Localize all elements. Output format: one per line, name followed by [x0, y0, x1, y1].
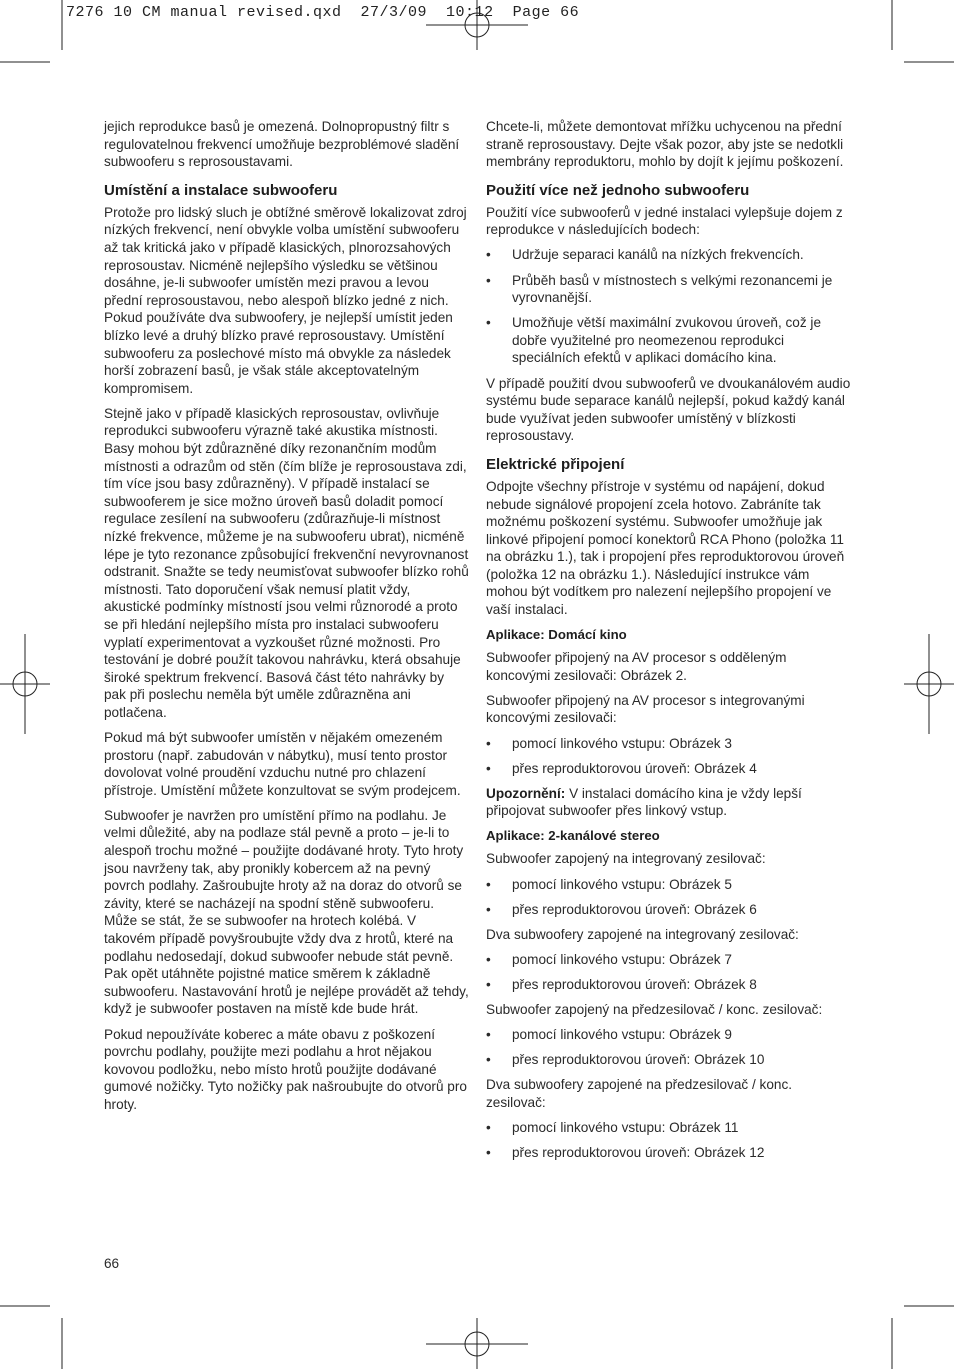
- list-item: • pomocí linkového vstupu: Obrázek 3: [486, 735, 851, 753]
- paragraph: Chcete-li, můžete demontovat mřížku uchycenou na přední straně reprosoustavy. Dejte však pozor, aby jste se nedotkli membrány reproduktoru, mohlo by dojít k jejímu poškození.: [486, 119, 844, 170]
- note-paragraph: [486, 785, 851, 820]
- list-item: • Umožňuje větší maximální zvukovou úroveň, což je dobře využitelné pro neomezenou reprodukci speciálních efektů v aplikaci domácího kina.: [486, 314, 851, 367]
- section-heading: Elektrické připojení: [486, 455, 625, 473]
- paragraph: jejich reprodukce basů je omezená. Dolnopropustný filtr s regulovatelnou frekvencí umožňuje bezproblémové sladění subwooferu s reprosoustavami.: [104, 119, 460, 170]
- bullet-list: [486, 876, 851, 919]
- paragraph: Subwoofer je navržen pro umístění přímo na podlahu. Je velmi důležité, aby na podlaze stál pevně a proto – je-li to alespoň trochu možné – použijte dodávané hroty. Tyto hroty jsou navrženy tak, aby pronikly kobercem až na pevný povrch podlahy. Zašroubujte hroty až na doraz do otvorů se závity, které se nacházejí na spodní stěně subwooferu. Může se stát, že se subwoofer na hrotech kolébá. V takovém případě povyšroubujte vždy dva z hrotů, které na podlahu nedosedají, dokud subwoofer nebude stát pevně. Pak opět utáhněte pojistné matice směrem k základně subwooferu. Nastavování hrotů je nejlépe provádět až tehdy, když je subwoofer postaven na místě kde bude hrát.: [104, 807, 469, 1017]
- list-item: • Udržuje separaci kanálů na nízkých frekvencích.: [486, 246, 851, 264]
- list-item: • přes reproduktorovou úroveň: Obrázek 12: [486, 1144, 851, 1162]
- subsection-heading: Aplikace: Domácí kino: [486, 627, 627, 643]
- registration-mark-left: [0, 634, 50, 734]
- registration-mark-right: [904, 634, 954, 734]
- paragraph: Subwoofer připojený na AV procesor s odděleným koncovými zesilovači: Obrázek 2.: [486, 650, 787, 683]
- list-item: • pomocí linkového vstupu: Obrázek 11: [486, 1119, 851, 1137]
- paragraph: V případě použití dvou subwooferů ve dvoukanálovém audio systému bude separace kanálů nejlepší, pokud každý kanál bude využívat jeden subwoofer umístěný v blízkosti reprosoustavy.: [486, 375, 851, 444]
- paragraph: Odpojte všechny přístroje v systému od napájení, dokud nebude signálové propojení zcela hotovo. Zabráníte tak možnému poškození systému. Subwoofer umožňuje jak linkové připojení pomocí konektorů RCA Phono (položka 11 na obrázku 1.), tak i propojení přes reproduktorovou úroveň (položka 12 na obrázku 1.). Následující instrukce vám mohou být vodítkem pro nalezení nejlepšího propojení ve vaší instalaci.: [486, 478, 845, 618]
- note-label: Upozornění:: [486, 785, 566, 801]
- slug-line: 7276 10 CM manual revised.qxd 27/3/09 10:12 Page 66: [66, 4, 580, 21]
- note-text: V instalaci domácího kina je vždy lepší připojovat subwoofer přes linkový vstup.: [486, 785, 802, 819]
- bullet-list: [486, 735, 851, 778]
- bullet-list: [486, 1026, 851, 1069]
- paragraph: Subwoofer připojený na AV procesor s integrovanými koncovými zesilovači:: [486, 692, 805, 726]
- bullet-list: [486, 951, 851, 994]
- list-item: • přes reproduktorovou úroveň: Obrázek 10: [486, 1051, 851, 1069]
- paragraph: Dva subwoofery zapojené na předzesilovač / konc. zesilovač:: [486, 1077, 793, 1110]
- paragraph: Subwoofer zapojený na předzesilovač / konc. zesilovač:: [486, 1001, 823, 1017]
- section-heading: Umístění a instalace subwooferu: [104, 181, 338, 199]
- paragraph: Použití více subwooferů v jedné instalaci vylepšuje dojem z reprodukce v následujících bodech:: [486, 204, 843, 238]
- list-item: • Průběh basů v místnostech s velkými rezonancemi je vyrovnanější.: [486, 272, 851, 307]
- list-item: • přes reproduktorovou úroveň: Obrázek 4: [486, 760, 851, 778]
- list-item: • přes reproduktorovou úroveň: Obrázek 8: [486, 976, 851, 994]
- paragraph: Protože pro lidský sluch je obtížné směrově lokalizovat zdroj nízkých frekvencí, není obvykle volba umístění subwooferu až tak kritická jako v případě klasických, plnorozsahových reprosoustav. Nicméně nejlepšího výsledku se většinou dosáhne, je-li subwoofer umístěn mezi pravou a levou přední reprosoustavou, nebo alespoň blízko jedné z nich. Pokud používáte dva subwoofery, je nejlepší umístit jeden blízko levé a druhý blízko pravé reprosoustavy. Umístění subwooferu za poslechové místo má obvykle za následek horší zobrazení basů, je však stále akceptovatelným kompromisem.: [104, 204, 467, 396]
- list-item: • přes reproduktorovou úroveň: Obrázek 6: [486, 901, 851, 919]
- paragraph: Dva subwoofery zapojené na integrovaný zesilovač:: [486, 926, 799, 942]
- list-item: • pomocí linkového vstupu: Obrázek 9: [486, 1026, 851, 1044]
- paragraph: Pokud nepoužíváte koberec a máte obavu z poškození povrchu podlahy, použijte mezi podlahu a hrot nějakou kovovou podložku, nebo místo hrotů použijte dodávané gumové nožičky. Tyto nožičky pak našroubujte do otvorů pro hroty.: [104, 1026, 467, 1112]
- left-column: [104, 118, 469, 1121]
- right-column: [486, 118, 851, 1169]
- page-number: 66: [104, 1256, 120, 1271]
- list-item: • pomocí linkového vstupu: Obrázek 7: [486, 951, 851, 969]
- paragraph: Pokud má být subwoofer umístěn v nějakém omezeném prostoru (např. zabudován v nábytku), musí tento prostor dovolovat volné proudění vzduchu nutné pro chlazení přístroje. Umístění můžete konzultovat se svým prodejcem.: [104, 730, 461, 798]
- bullet-list: [486, 1119, 851, 1162]
- registration-mark-bottom: [426, 1318, 528, 1369]
- bullet-list: [486, 246, 851, 367]
- section-heading: Použití více než jednoho subwooferu: [486, 181, 750, 199]
- paragraph: Subwoofer zapojený na integrovaný zesilovač:: [486, 851, 766, 867]
- list-item: • pomocí linkového vstupu: Obrázek 5: [486, 876, 851, 894]
- subsection-heading: Aplikace: 2-kanálové stereo: [486, 828, 660, 844]
- paragraph: Stejně jako v případě klasických reprosoustav, ovlivňuje reprodukci subwooferu výrazně také akustika místnosti. Basy mohou být zdůrazněné díky rezonančním modům místnosti a odrazům od stěn (čím blíže je reprosoustava zdi, tím více jsou basy zdůrazněny). V případě instalací se subwooferem je sice možno úroveň basů doladit pomocí regulace zesílení na subwooferu (zdůrazňuje-li místnost nízké frekvence, můžeme je na subwooferu ubrat), nicméně lépe je tyto rezonance způsobující frekvenční nevyrovnanost odstranit. Snažte se tedy neumisťovat subwoofer blízko rohů místnosti. Tato doporučení však nemusí platit vždy, akustické podmínky místností jsou velmi různorodé a proto se při hledání nejlepšího místa pro instalaci subwooferu vyplatí experimentovat a vyzkoušet různé možnosti. Pro testování je dobré použít takovou nahrávku, která obsahuje široké spektrum frekvencí. Basová část této nahrávky by pak při poslechu neměla být uměle zdůrazněna ani potlačena.: [104, 405, 469, 720]
